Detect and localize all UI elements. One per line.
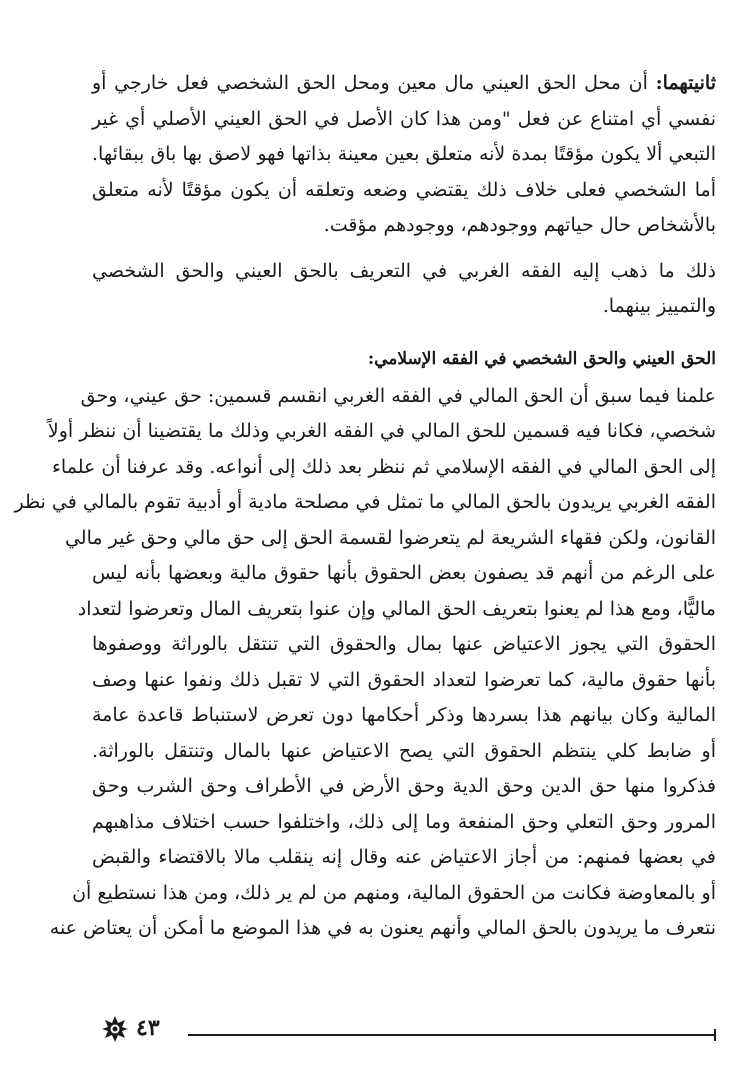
paragraph-1-line-1	[92, 66, 716, 102]
paragraph-1-line-4: أما الشخصي فعلى خلاف ذلك يقتضي وضعه وتعلقه أن يكون مؤقتًا لأنه متعلق	[92, 178, 716, 201]
paragraph-2-line-1: ذلك ما ذهب إليه الفقه الغربي في التعريف بالحق العيني والحق الشخصي	[92, 259, 716, 282]
paragraph-gap	[92, 244, 716, 254]
paragraph-3-line-15: أو بالمعاوضة فكانت من الحقوق المالية، ومنهم من لم ير ذلك، ومن هذا نستطيع أن	[72, 881, 716, 904]
paragraph-1-line-5: بالأشخاص حال حياتهم ووجودهم، ووجودهم مؤقت.	[323, 214, 716, 236]
paragraph-3-line-9: بأنها حقوق مالية، كما تعرضوا لتعداد الحقوق التي لا تقبل ذلك ونفوا عنها وصف	[92, 668, 716, 691]
paragraph-3-line-10: المالية وكان بيانهم هذا بسردها وذكر أحكامها دون تعرض لاستنباط قاعدة عامة	[92, 704, 716, 726]
page-footer	[92, 1010, 716, 1050]
paragraph-3-line-7: ماليًّا، ومع هذا لم يعنوا بتعريف الحق المالي وإن عنوا بتعريف المال وتعرضوا لتعداد	[77, 597, 716, 620]
paragraph-3-line-5: القانون، ولكن فقهاء الشريعة لم يتعرضوا لقسمة الحق إلى حق مالي وحق غير مالي	[64, 526, 716, 549]
paragraph-3-line-2: شخصي، فكانا فيه قسمين للحق المالي في الفقه الغربي وذلك ما يقتضينا أن ننظر أولاً	[47, 420, 716, 442]
document-page	[14, 66, 716, 947]
paragraph-3-line-11: أو ضابط كلي ينتظم الحقوق التي يصح الاعتياض عنها بالمال وتنتقل بالوراثة.	[92, 739, 716, 762]
paragraph-3-line-1: علمنا فيما سبق أن الحق المالي في الفقه الغربي انقسم قسمين: حق عيني، وحق	[80, 384, 716, 407]
paragraph-3-line-16: نتعرف ما يريدون بالحق المالي وأنهم يعنون به في هذا الموضع ما أمكن أن يعتاض عنه	[49, 917, 716, 939]
paragraph-1-line-1-text: أن محل الحق العيني مال معين ومحل الحق الشخصي فعل خارجي أو	[92, 72, 648, 94]
paragraph-2-line-2: والتمييز بينهما.	[602, 295, 716, 317]
paragraph-1-line-2: نفسي أي امتناع عن فعل "ومن هذا كان الأصل في الحق العيني الأصلي أي غير	[92, 107, 716, 130]
footer-rule-end	[714, 1029, 716, 1041]
paragraph-3-line-6: على الرغم من أنهم قد يصفون بعض الحقوق بأنها حقوق مالية وبعضها بأنه ليس	[92, 562, 716, 584]
paragraph-3-line-8: الحقوق التي يجوز الاعتياض عنها بمال والحقوق التي تنتقل بالوراثة ووصفوها	[92, 633, 716, 655]
paragraph-lead: ثانيتهما:	[655, 72, 716, 94]
footer-rule	[188, 1034, 716, 1036]
paragraph-3-line-4: الفقه الغربي يريدون بالحق المالي ما تمثل في مصلحة مادية أو أدبية تقوم بالمالي في نظر	[14, 491, 716, 513]
paragraph-3-line-13: المرور وحق التعلي وحق المنفعة وما إلى ذلك، واختلفوا حسب اختلاف مذاهبهم	[92, 810, 716, 833]
page-number: ٤٣	[136, 1015, 160, 1041]
paragraph-1-line-3: التبعي ألا يكون مؤقتًا بمدة لأنه متعلق بعين معينة بذاتها فهو لاصق بها باق ببقائها.	[92, 143, 716, 165]
star-ornament-icon	[102, 1016, 128, 1042]
paragraph-3-line-3: إلى الحق المالي في الفقه الإسلامي ثم ننظر بعد ذلك إلى أنواعه. وقد عرفنا أن علماء	[52, 455, 716, 478]
section-gap	[92, 325, 716, 339]
section-heading: الحق العيني والحق الشخصي في الفقه الإسلامي:	[367, 348, 716, 369]
paragraph-3-line-14: في بعضها فمنهم: من أجاز الاعتياض عنه وقال إنه ينقلب مالا بالاقتضاء والقبض	[92, 846, 716, 868]
paragraph-3-line-12: فذكروا منها حق الدين وحق الدية وحق الأرض في الأطراف وحق الشرب وحق	[92, 775, 716, 797]
